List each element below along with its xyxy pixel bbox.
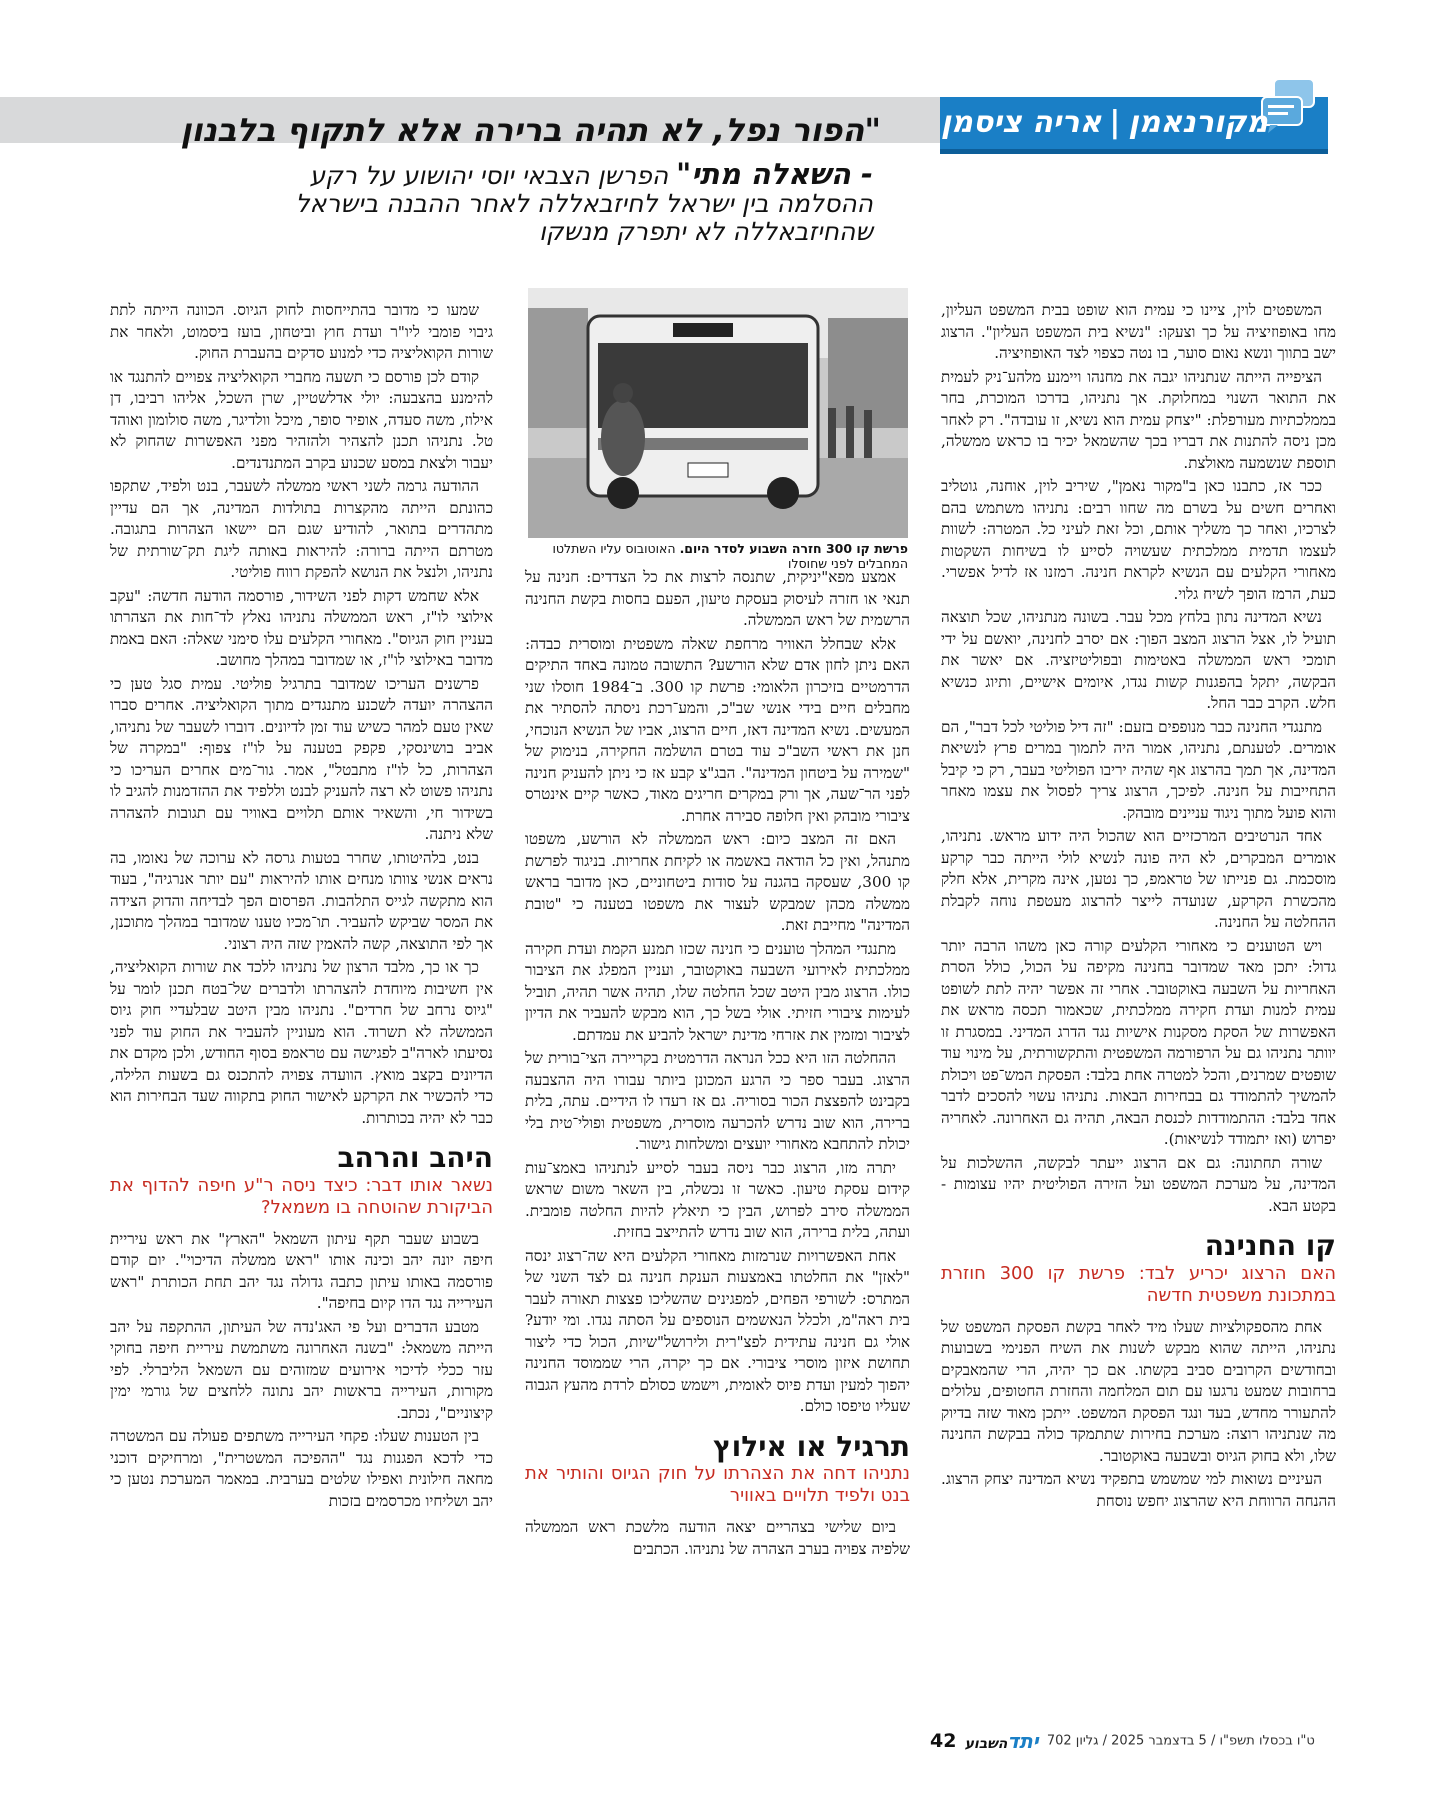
paragraph: קודם לכן פורסם כי תשעה מחברי הקואליציה צפויים להתנגד או להימנע בהצבעה: יולי אדלשטיין, שרן השכל, אליהו רביבו, דן אילוז, משה סעדה, אופיר סופר, מיכל וולדיגר, משה סולומון ואוהד טל. נתניהו תכנן להצהיר ולהזהיר מפני האפשרות שהחוק לא יעבור ולצאת במסע שכנוע בקרב המתנדנדים. <box>110 367 493 472</box>
badge-strip <box>940 149 1328 154</box>
subheadline <box>233 157 873 246</box>
badge-divider: | <box>1109 105 1121 140</box>
paragraph: שמעו כי מדובר בהתייחסות לחוק הגיוס. הכוונה הייתה לתת גיבוי פומבי ליו"ר ועדת חוץ וביטחון, בועז ביסמוט, ולאחר את שורות הקואליציה כדי למנוע סדקים בהעברת החוק. <box>110 301 493 362</box>
paragraph: אחד הנרטיבים המרכזיים הוא שהכול היה ידוע מראש. נתניהו, אומרים המבקרים, לא היה פונה לנשיא לולי הייתה כבר קרקע מוסכמת. גם פנייתו של טראמפ, כך נטען, אינה מקרית, אלא חלק מהכשרת הקרקע, שנועדה לייצר להרצוג מעטפת נוחה לקבלת ההחלטה על החנינה. <box>941 827 1336 931</box>
logo-main: יתד <box>1007 1729 1039 1753</box>
paragraph: ככר אז, כתבנו כאן ב"מקור נאמן", שיריב לוין, אוחנה, גוטליב ואחרים חשים על בשרם מה שחוו רבים: נתניהו משתמש בהם לצרכיו, ואחר כך משליך אותם, וכל זאת לעיני כל. המטרה: לשוות לעצמו תדמית ממלכתית שעשויה לסייע לו בשיחות השקטות מאחורי הקלעים עם הנשיא לקראת חנינה. רמזנו אז לדיל אפשרי. כעת, הרמז הופך לשיח גלוי. <box>941 477 1336 603</box>
bus-image <box>528 288 908 538</box>
paragraph: מתנגדי החנינה כבר מנופפים בזעם: "זה דיל פוליטי לכל דבר", הם אומרים. לטענתם, נתניהו, אמור היה לתמוך במרים פרץ לנשיאת המדינה, אך תמך בהרצוג אף שהיה יריבו הפוליטי בעבר, רק כי קיבל התחייבות על חנינה. לפיכך, הרצוג צריך לפסול את עצמו מאחר והוא פועל מתוך ניגוד עניינים מובהק. <box>941 717 1336 822</box>
issue-info: ט"ו בכסלו תשפ"ו / 5 בדצמבר 2025 / גליון 702 <box>1046 1733 1315 1749</box>
section-subtitle: נשאר אותו דבר: כיצד ניסה ר"ע חיפה להדוף את הביקורת שהוטחה בו משמאל? <box>110 1174 493 1218</box>
section-title: תרגיל או אילוץ <box>713 1429 910 1463</box>
paragraph: ההחלטה הזו היא ככל הנראה הדרמטית בקריירה הצי־בורית של הרצוג. בעבר ספר כי הרגע המכונן ביותר עבורו היה ההצבעה בקבינט להפצצת הכור בסוריה. גם אז רעדו לו הידיים. עתה, בלית ברירה, הוא שוב נדרש להכרעה מוסרית, משפטית ופולי־טית בלי יכולת להתחבא מאחורי יועצים ומשלחות גישור. <box>525 1049 910 1153</box>
paragraph: המשפטים לוין, ציינו כי עמית הוא שופט בבית המשפט העליון, מחו באופוזיציה על כך וצעקו: "נשיא בית המשפט העליון". הרצוג ישב בתווך ונשא נאום סוער, בו נטה כצפוי לצד האופוזיציה. <box>941 301 1336 362</box>
section-subtitle: נתניהו דחה את הצהרתו על חוק הגיוס והותיר את בנט ולפיד תלויים באוויר <box>525 1463 910 1506</box>
publication-logo <box>965 1729 1039 1753</box>
paragraph: הציפייה הייתה שנתניהו יגבה את מחנהו ויימנע מלהע־ניק לעמית את התואר השנוי במחלוקת. אך נתניהו, בדרכו המוכרת, בחר בממלכתיות מעורפלת: "יצחק עמית הוא נשיא, זו עובדה". רק לאחר מכן ניסה להתנות את דבריו בכך שהשמאל יכיר בו כראש ממשלה, תוספת שנשמעה מאולצת. <box>941 367 1336 472</box>
page-number: 42 <box>930 1730 957 1752</box>
paragraph: אלא שחמש דקות לפני השידור, פורסמה הודעה חדשה: "עקב אילוצי לו"ז, ראש הממשלה נתניהו נאלץ לד־חות את הצהרתו בעניין חוק הגיוס". מאחורי הקלעים עלו סימני שאלה: האם באמת מדובר באילוצי לו"ז, או שמדובר במהלך מחושב. <box>110 586 493 669</box>
logo-sub: השבוע <box>964 1736 1008 1752</box>
page-footer <box>930 1729 1335 1753</box>
section-title: קו החנינה <box>1204 1229 1336 1262</box>
paragraph: בנט, בלהיטותו, שחרר בטעות גרסה לא ערוכה של נאומו, בה נראים אנשי צוותו מנחים אותו להיראות "עם יותר אנרגיה", בעוד הוא מתקשה לגייס התלהבות. הפרסום הפך לבדיחה והדוק הצידה את המסר שביקש להעביר. תו־מכיו טענו שמדובר במהלך מתוכנן, אך לפי התוצאה, קשה להאמין שזה היה רצוני. <box>110 848 493 953</box>
paragraph: יתרה מזו, הרצוג כבר ניסה בעבר לסייע לנתניהו באמצ־עות קידום עסקת טיעון. כאשר זו נכשלה, בין השאר משום שראש הממשלה סירב לפרוש, הבין כי תיאלץ להיות החלטה פומבית. ועתה, בלית ברירה, הוא שוב נדרש להתייצב בחזית. <box>525 1158 910 1241</box>
paragraph: כך או כך, מלבד הרצון של נתניהו ללכד את שורות הקואליציה, אין חשיבות מיוחדת להצהרתו ולדברים של־בטח תכנן לומר על "גיוס נרחב של חרדים". נתניהו מבין היטב שבלעדיי חוק גיוס הממשלה לא תשרוד. הוא מעוניין להעביר את החוק עוד לפני נסיעתו לארה"ב לפגישה עם טראמפ בסוף החודש, ולכן מקדם את הדיונים בקצב מואץ. הוועדה צפויה להתכנס גם בשעות הלילה, כדי להכשיר את הקרקע לאישור החוק בתקווה שעד הבחירות הוא כבר לא יהיה בכותרות. <box>110 958 493 1127</box>
paragraph: בין הטענות שעלו: פקחי העירייה משתפים פעולה עם המשטרה כדי לדכא הפגנות נגד "ההפיכה המשטרית", ומרחיקים דוכני מחאה חילונית ואפילו שלטים בערבית. במאמר המערכת נטען כי יהב ושליחיו מכרסמים בזכות <box>110 1427 493 1510</box>
paragraph: אמצע מפא"יניקית, שתנסה לרצות את כל הצדדים: חנינה על תנאי או חזרה לעיסוק בעסקת טיעון, הפעם בחסות בקשת החנינה הרשמית של ראש הממשלה. <box>525 568 910 629</box>
article-column-middle <box>525 567 910 1562</box>
column-brand: מקורנאמן <box>1128 105 1268 140</box>
paragraph: בשבוע שעבר תקף עיתון השמאל "הארץ" את ראש עיריית חיפה יונה יהב וכינה אותו "ראש ממשלה הדיכוי". יום קודם פורסמה באותו עיתון כתבה גדולה נגד יהב תחת הכותרת "ראש העירייה נגד הדו קיום בחיפה". <box>110 1229 493 1312</box>
paragraph: מטבע הדברים ועל פי האג'נדה של העיתון, ההתקפה על יהב הייתה משמאל: "בשנה האחרונה משתמשת עיריית חיפה בחוקי עזר ככלי לדיכוי אירועים שמזוהים עם השמאל הליברלי. לפי מקורות, העירייה בראשות יהב נתונה ללחצים של גורמי ימין קיצוניים", נכתב. <box>110 1317 493 1422</box>
bus-photo <box>528 288 908 538</box>
paragraph: אחת האפשרויות שנרמזות מאחורי הקלעים היא שה־רצוג ינסה "לאזן" את החלטתו באמצעות הענקת חנינה גם לצד השני של המתרס: לשורפי הפחים, למפגינים שהשליכו פצצות תאורה לעבר בית ראה"מ, ולכלל הנאשמים הנוספים על הסתה נגדו. ומי יודע? אולי גם חנינה עתידית לפצ"רית ולירושל"שיות, הכול כדי ליצור תחושת איזון מוסרי ציבורי. אם כך יקרה, הרי שממוסד החנינה יהפוך למעין ועדת פיוס לאומית, וישמש כסולם לרדת מהעץ הגבוה שעליו טיפסו כולם. <box>525 1246 910 1415</box>
caption-text: האוטובוס עליו השתלטו המחבלים לפני שחוסלו <box>552 541 908 571</box>
caption-bold: פרשת קו 300 חזרה השבוע לסדר היום. <box>679 541 908 556</box>
paragraph: האם זה המצב כיום: ראש הממשלה לא הורשע, משפטו מתנהל, ואין כל הודאה באשמה או לקיחת אחריות. בניגוד לפרשת קו 300, שעסקה בהגנה על סודות ביטחוניים, כאן מדובר בראש ממשלה מכהן שמבקש לעצור את משפטו בטענה כי "טובת המדינה" מחייבת זאת. <box>525 830 910 934</box>
paragraph: שורה תחתונה: גם אם הרצוג ייעתר לבקשה, ההשלכות על המדינה, על מערכת המשפט ועל הזירה הפוליטית יהיו עצומות - בקטע הבא. <box>941 1153 1336 1215</box>
paragraph: נשיא המדינה נתון בלחץ מכל עבר. בשונה מנתניהו, שכל תוצאה תועיל לו, אצל הרצוג המצב הפוך: אם יסרב לחנינה, יואשם על ידי תומכי ראש הממשלה באטימות ובפוליטיזציה. אם יאשר את הבקשה, יתקל בהפגנות קשות נגדו, איומים אישיים, ותיוג כנשיא חלש. הקרב כבר החל. <box>941 608 1336 712</box>
paragraph: אלא שבחלל האוויר מרחפת שאלה משפטית ומוסרית כבדה: האם ניתן לחון אדם שלא הורשע? התשובה טמונה באחד התיקים הדרמטיים בזיכרון הלאומי: פרשת קו 300. ב־1984 חוסלו שני מחבלים חיים בידי אנשי שב"כ, והמע־רכת ניסתה להסתיר את המעשים. נשיא המדינה דאז, חיים הרצוג, אביו של הנשיא הנוכחי, חנן את ראשי השב"כ עוד בטרם הושלמה החקירה, בנימוק של "שמירה על ביטחון המדינה". הבג"צ קבע אז כי ניתן להעניק חנינה לפני הר־שעה, אך ורק במקרים חריגים מאוד, כאשר קיים אינטרס ציבורי מובהק ואין חלופה סבירה אחרת. <box>525 634 910 825</box>
author-name: אריה ציסמן <box>940 105 1102 140</box>
paragraph: מתנגדי המהלך טוענים כי חנינה שכזו תמנע הקמת ועדת חקירה ממלכתית לאירועי השבעה באוקטובר, ועניין המפלג את הציבור כולו. הרצוג מבין היטב שכל החלטה שלו, תהיה אשר תהיה, תוביל לעימות ציבורי חזיתי. אולי בשל כך, הוא מבקש להעביר את הדיון לציבור ומזמין את אזרחי מדינת ישראל להביע את עמדתם. <box>525 939 910 1044</box>
paragraph: ההודעה גרמה לשני ראשי ממשלה לשעבר, בנט ולפיד, שתקפו כהונתם הייתה מהקצרות בתולדות המדינה, אך הם עדיין מתהדרים בתואר, להודיע שגם הם יישאו הצהרות בתגובה. מטרתם הייתה ברורה: להיראות באותה ליגת תק־שורתית של נתניהו, ולנצל את הנושא להפקת רווח פוליטי. <box>110 477 493 581</box>
section-title: היהב והרהב <box>337 1141 493 1174</box>
column-badge-text <box>941 105 1268 140</box>
section-subtitle: האם הרצוג יכריע לבד: פרשת קו 300 חוזרת במתכונת משפטית חדשה <box>941 1262 1337 1306</box>
paragraph: ביום שלישי בצהריים יצאה הודעה מלשכת ראש הממשלה שלפיה צפויה בערב הצהרה של נתניהו. הכתבים <box>525 1518 910 1558</box>
article-column-right <box>941 300 1336 1514</box>
paragraph: ויש הטוענים כי מאחורי הקלעים קורה כאן משהו הרבה יותר גדול: יתכן מאד שמדובר בחנינה מקיפה על הכול, כולל הסרת האחריות על השבעה באוקטובר. אחרי זה אפשר יהיה לתת לשופט עמית למנות ועדת חקירה ממלכתית, שכאמור תכסה מראש את האפשרות של הסקת מסקנות אישיות נגד הדרג המדיני. במסגרת זו יוותר נתניהו גם על הרפורמה המשפטית והתקשורתית, על מינוי עוד שופטים שמרנים, והכל למטרה אחת בלבד: הפסקת המש־פט ויכולת להמשיך להתמודד גם בבחירות הבאות. נתניהו עשוי להסכים לדבר אחד בלבד: ההתמודדות לכנסת הבאה, תהיה גם האחרונה. לאחריה יפרוש (ואז יתמודד לנשיאות). <box>941 936 1336 1148</box>
chat-bubbles-icon <box>1260 75 1316 135</box>
paragraph: אחת מהספקולציות שעלו מיד לאחר בקשת הפסקת המשפט של נתניהו, הייתה שהוא מבקש לשנות את השיח הפנימי בשבועות ובחודשים הקרובים סביב בקשתו. אם כך יהיה, הרי שהמאבקים ברחובות שמעט נרגעו עם תום המלחמה והחזרת החטופים, עלולים להתעורר מחדש, בעד ונגד הפסקת המשפט. ייתכן מאוד שזה בדיוק מה שנתניהו רוצה: מערכת בחירות שתתמקד כולה בבקשת החנינה שלו, ולא בחוק הגיוס ובשבעה באוקטובר. <box>941 1317 1336 1465</box>
subheadline-bold: - השאלה מתי" <box>676 157 873 191</box>
article-column-left <box>110 300 493 1514</box>
headline: "הפור נפל, לא תהיה ברירה אלא לתקוף בלבנון <box>180 111 881 149</box>
subheadline-text: הפרשן הצבאי יוסי יהושוע על רקע ההסלמה בין ישראל לחיזבאללה לאחר ההבנה בישראל שהחיזבאללה לא יתפרק מנשקו <box>295 161 873 246</box>
col1-body <box>941 300 1336 1217</box>
paragraph: העיניים נשואות למי שמשמש בתפקיד נשיא המדינה יצחק הרצוג. ההנחה הרווחת היא שהרצוג יחפש נוסחת <box>941 1470 1336 1510</box>
paragraph: פרשנים העריכו שמדובר בתרגיל פוליטי. עמית סגל טען כי ההצהרה יועדה לשכנע מתנגדים מתוך הקואליציה. אחרים סברו שאין טעם למהר כשיש עוד זמן לדיונים. דוברו לשעבר של נתניהו, אביב בושינסקי, פקפק בטענה על לו"ז צפוף: "במקרה של הצהרות, כל לו"ז מתבטל", אמר. גור־מים אחרים העריכו כי נתניהו פשוט לא רצה להעניק לבנט וללפיד את ההזדמנות להגיב לו בשידור חי, והשאיר אותם תלויים באוויר עם תגובות להצהרה שלא ניתנה. <box>110 674 493 843</box>
column-badge <box>940 97 1328 154</box>
